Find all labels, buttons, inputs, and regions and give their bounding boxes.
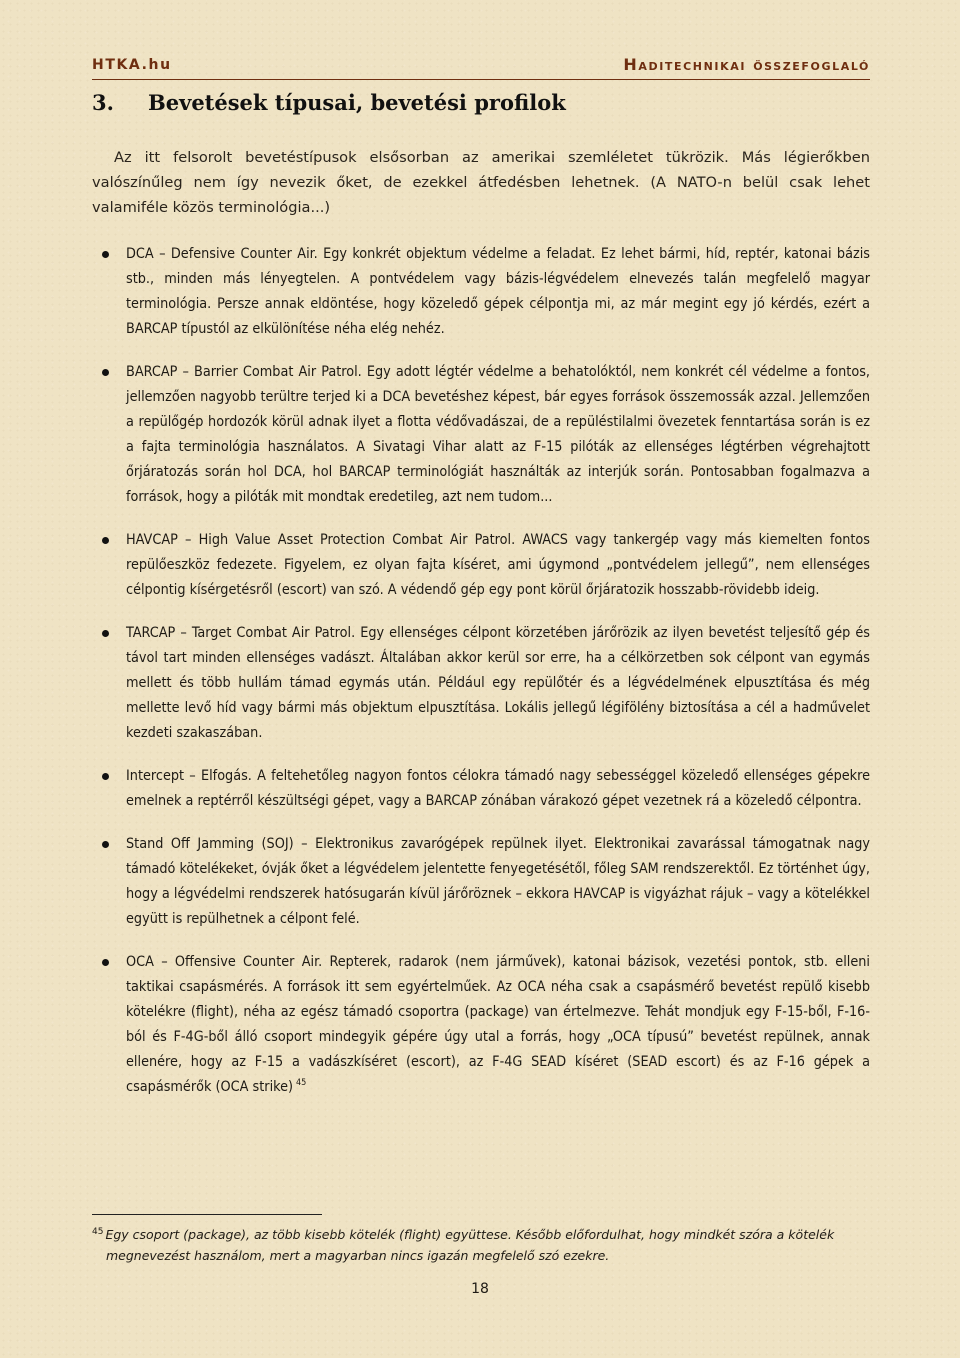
section-title-text: Bevetések típusai, bevetési profilok [148, 90, 566, 115]
section-number: 3. [92, 90, 114, 115]
list-item-text: HAVCAP – High Value Asset Protection Combat Air Patrol. AWACS vagy tankergép vagy más kiemelten fontos repülőeszköz fedezete. Figyelem, ez olyan fajta kíséret, ami úgymond „pontvédelem jellegű”, nem ellenséges célpontig kísérgetésről (escort) van szó. A védendő gép egy pont körül őrjáratozik hosszabb-rövidebb ideig. [126, 532, 870, 598]
page-header [92, 57, 870, 80]
footnote-text: Egy csoport (package), az több kisebb kötelék (flight) együttese. Később előfordulhat, hogy mindkét szóra a kötelék megnevezést használom, mert a magyarban nincs igazán megfelelő szó ezekre. [105, 1227, 835, 1263]
bullet-icon [102, 537, 109, 544]
list-item-text: BARCAP – Barrier Combat Air Patrol. Egy adott légtér védelme a behatolóktól, nem konkrét cél védelme a fontos, jellemzően nagyobb terültre terjed ki a DCA bevetéshez képest, bár egyes források összemossák azzal. Jellemzően a repülőgép hordozók körül adnak ilyet a flotta védővadászai, de a repüléstilalmi övezetek fenntartása során is ez a fajta terminológia használatos. A Sivatagi Vihar alatt az F-15 pilóták az ellenséges légtérben végrehajtott őrjáratozás során hol DCA, hol BARCAP terminológiát használták az interjúk során. Pontosabban fogalmazva a források, hogy a pilóták mit mondtak eredetileg, azt nem tudom... [126, 364, 870, 505]
bullet-icon [102, 841, 109, 848]
list-item-text: Stand Off Jamming (SOJ) – Elektronikus zavarógépek repülnek ilyet. Elektronikai zavarással támogatnak nagy támadó kötelékeket, óvják őket a légvédelem jelentette fenyegetésétől, főleg SAM rendszerektől. Ez történhet úgy, hogy a légvédelmi rendszerek hatósugarán kívül járőröznek – ekkora HAVCAP is vigyázhat rájuk – vagy a kötelékkel együtt is repülhetnek a célpont felé. [126, 836, 870, 927]
list-item-dca [92, 242, 870, 342]
page-number: 18 [471, 1281, 489, 1297]
bullet-icon [102, 773, 109, 780]
list-item-barcap [92, 360, 870, 510]
bullet-icon [102, 959, 109, 966]
list-item-soj [92, 832, 870, 932]
header-site-name: HTKA.hu [92, 57, 172, 73]
mission-type-list [92, 242, 870, 1118]
intro-paragraph: Az itt felsorolt bevetéstípusok elsősorban az amerikai szemléletet tükrözik. Más légierőkben valószínűleg nem így nevezik őket, de ezekkel átfedésben lehetnek. (A NATO-n belül csak lehet valamiféle közös terminológia...) [92, 149, 870, 216]
footnote [92, 1224, 870, 1266]
list-item-tarcap [92, 621, 870, 746]
list-item-text: DCA – Defensive Counter Air. Egy konkrét objektum védelme a feladat. Ez lehet bármi, híd, reptér, katonai bázis stb., minden más lényegtelen. A pontvédelem vagy bázis-légvédelem elnevezés talán megfelelő magyar terminológia. Persze annak eldöntése, hogy közeledő gépek célpontja mi, az már megint egy jó kérdés, ezért a BARCAP típustól az elkülönítése néha elég nehéz. [126, 246, 870, 337]
footnote-divider [92, 1214, 322, 1215]
list-item-text: Intercept – Elfogás. A feltehetőleg nagyon fontos célokra támadó nagy sebességgel közeledő ellenséges gépekre emelnek a reptérről készültségi gépet, vagy a BARCAP zónában várakozó gépet vezetnek rá a közeledő célpontra. [126, 768, 870, 809]
bullet-icon [102, 630, 109, 637]
footnote-number: 45 [92, 1226, 104, 1237]
list-item-havcap [92, 528, 870, 603]
list-item-intercept [92, 764, 870, 814]
section-title [92, 90, 566, 115]
list-item-oca [92, 950, 870, 1100]
list-item-text: OCA – Offensive Counter Air. Repterek, radarok (nem járművek), katonai bázisok, vezetési pontok, stb. elleni taktikai csapásmérés. A források itt sem egyértelműek. Az OCA néha csak a csapásmérő bevetést repülő kisebb kötelékre (flight), néha az egész támadó csoportra (package) van értelmezve. Tehát mondjuk egy F-15-ből, F-16-ból és F-4G-ből álló csoport mindegyik gépére úgy utal a forrás, hogy „OCA típusú” bevetést repülnek, annak ellenére, hogy az F-15 a vadászkíséret (escort), az F-4G SEAD kíséret (SEAD escort) és az F-16 gépek a csapásmérők (OCA strike) [126, 954, 870, 1095]
list-item-text: TARCAP – Target Combat Air Patrol. Egy ellenséges célpont körzetében járőrözik az ilyen bevetést teljesítő gép és távol tart minden ellenséges vadászt. Általában akkor kerül sor erre, ha a célkörzetben sok célpont van egymás mellett és több hullám támad egymás után. Például egy repülőtér és a légvédelmének elpusztítása és még mellette levő híd vagy bármi más objektum elpusztítása. Lokális jellegű légifölény biztosítása a cél a hadművelet kezdeti szakaszában. [126, 625, 870, 741]
bullet-icon [102, 251, 109, 258]
header-doc-title: Haditechnikai összefoglaló [623, 55, 870, 74]
bullet-icon [102, 369, 109, 376]
footnote-reference[interactable]: 45 [296, 1078, 307, 1089]
